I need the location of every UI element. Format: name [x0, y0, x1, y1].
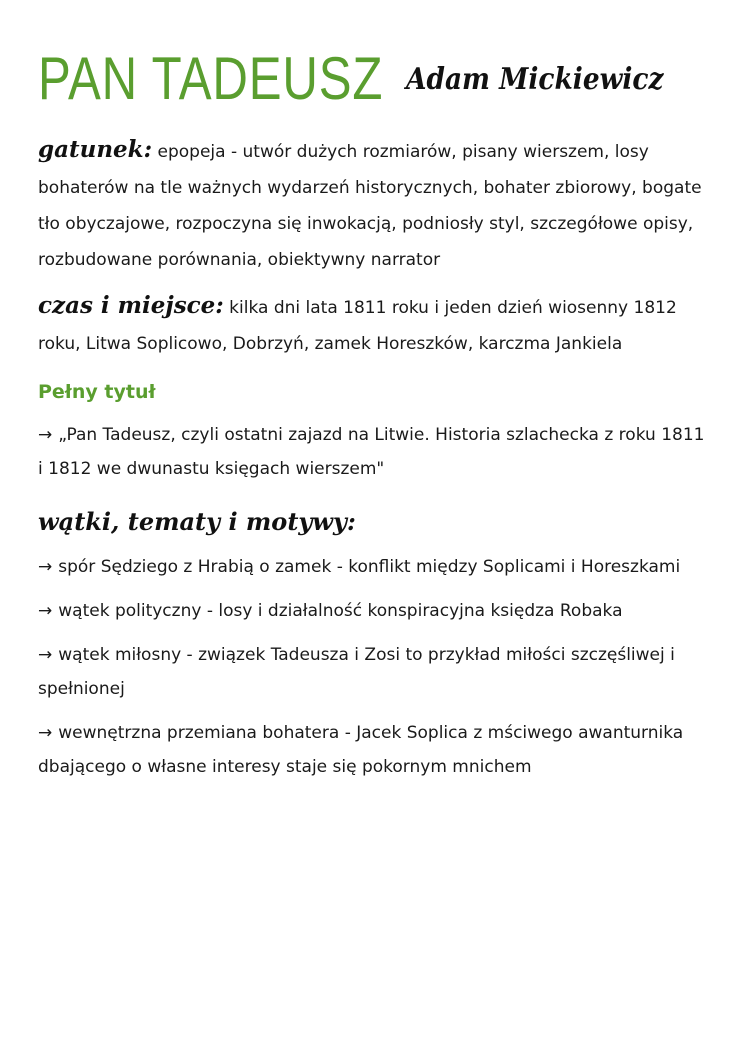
arrow-icon: → [38, 425, 53, 445]
time-place-text: kilka dni lata 1811 roku i jeden dzień wiosenny 1812 roku, Litwa Soplicowo, Dobrzyń, zamek Horeszków, karczma Jankiela [38, 298, 677, 354]
time-place-paragraph [38, 288, 710, 362]
author-name: Adam Mickiewicz [406, 62, 664, 97]
page-header [38, 40, 718, 120]
list-item-text: spór Sędziego z Hrabią o zamek - konflikt między Soplicami i Horeszkami [58, 557, 681, 577]
list-item [38, 638, 710, 706]
time-place-label: czas i miejsce: [38, 292, 224, 319]
list-item-text: wewnętrzna przemiana bohatera - Jacek Soplica z mściwego awanturnika dbającego o własne interesy staje się pokornym mnichem [38, 723, 684, 777]
list-item [38, 594, 710, 628]
genre-text: epopeja - utwór dużych rozmiarów, pisany wierszem, losy bohaterów na tle ważnych wydarzeń historycznych, bohater zbiorowy, bogate tło obyczajowe, rozpoczyna się inwokacją, podniosły styl, szczegółowe opisy, rozbudowane porównania, obiektywny narrator [38, 142, 702, 270]
list-item [38, 716, 710, 784]
arrow-icon: → [38, 723, 53, 743]
arrow-icon: → [38, 557, 53, 577]
notes-content [38, 132, 710, 794]
themes-heading: wątki, tematy i motywy: [38, 507, 356, 536]
list-item [38, 550, 710, 584]
list-item-text: wątek miłosny - związek Tadeusza i Zosi to przykład miłości szczęśliwej i spełnionej [38, 645, 675, 699]
full-title-paragraph [38, 418, 710, 486]
genre-paragraph [38, 132, 710, 278]
full-title-heading: Pełny tytuł [38, 381, 156, 403]
full-title-text: „Pan Tadeusz, czyli ostatni zajazd na Litwie. Historia szlachecka z roku 1811 i 1812 we dwunastu księgach wierszem" [38, 425, 705, 479]
arrow-icon: → [38, 645, 53, 665]
arrow-icon: → [38, 601, 53, 621]
list-item-text: wątek polityczny - losy i działalność konspiracyjna księdza Robaka [58, 601, 623, 621]
page-title: PAN TADEUSZ [38, 45, 384, 112]
genre-label: gatunek: [38, 136, 153, 163]
